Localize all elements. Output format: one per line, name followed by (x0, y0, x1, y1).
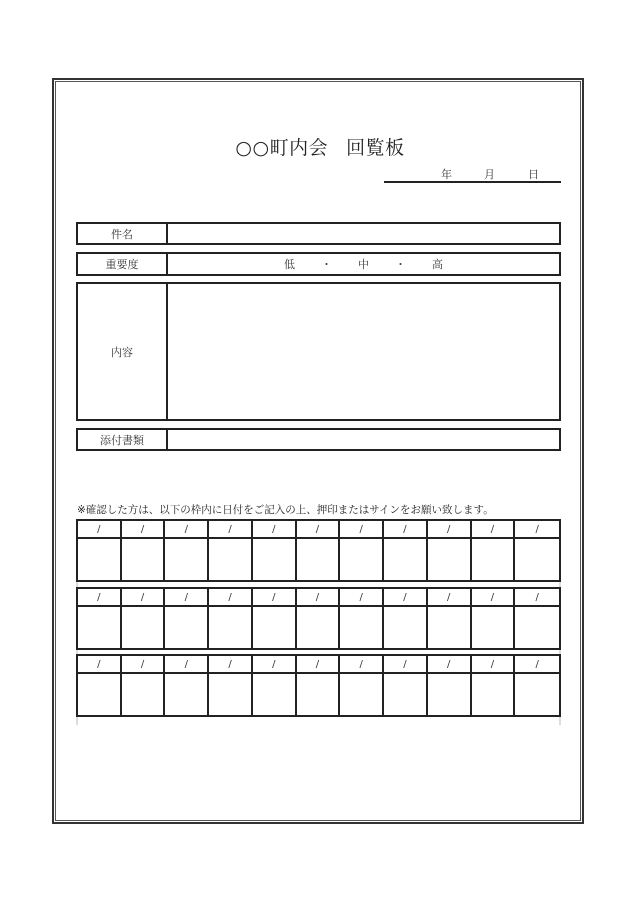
signature-cell[interactable] (122, 539, 166, 580)
date-cell[interactable]: / (428, 521, 472, 539)
signature-cell[interactable] (253, 539, 297, 580)
subject-label: 件名 (78, 224, 168, 243)
title-doctype: 回覧板 (346, 137, 405, 159)
date-cell[interactable]: / (253, 589, 297, 607)
date-cell[interactable]: / (515, 589, 559, 607)
date-cell[interactable]: / (340, 656, 384, 674)
signature-cell[interactable] (122, 674, 166, 715)
date-cell[interactable]: / (165, 656, 209, 674)
signature-cell[interactable] (428, 539, 472, 580)
date-underline (384, 181, 561, 183)
signature-cell[interactable] (165, 607, 209, 648)
signature-cell[interactable] (209, 607, 253, 648)
date-cell[interactable]: / (340, 521, 384, 539)
date-cell[interactable]: / (384, 656, 428, 674)
priority-low[interactable]: 低 (284, 258, 295, 271)
signature-cell[interactable] (297, 607, 341, 648)
signature-cell[interactable] (253, 674, 297, 715)
date-cell[interactable]: / (472, 521, 516, 539)
priority-separator: ・ (395, 258, 406, 271)
date-cell[interactable]: / (297, 521, 341, 539)
date-cell[interactable]: / (253, 656, 297, 674)
subject-field[interactable] (168, 224, 559, 243)
date-cell[interactable]: / (78, 656, 122, 674)
signature-cell[interactable] (78, 607, 122, 648)
signature-cell[interactable] (297, 674, 341, 715)
signature-cell[interactable] (515, 539, 559, 580)
date-cell[interactable]: / (209, 521, 253, 539)
signature-cell[interactable] (515, 674, 559, 715)
document-title (0, 133, 640, 160)
date-year-label: 年 (441, 168, 452, 181)
signature-cell[interactable] (209, 539, 253, 580)
content-row (76, 282, 561, 421)
date-cell[interactable]: / (253, 521, 297, 539)
signature-cell[interactable] (384, 674, 428, 715)
priority-options (168, 254, 559, 274)
date-cell[interactable]: / (78, 521, 122, 539)
date-cell[interactable]: / (122, 589, 166, 607)
attachments-field[interactable] (168, 430, 559, 449)
date-cell[interactable]: / (209, 589, 253, 607)
priority-label: 重要度 (78, 254, 168, 274)
title-organization: ○○町内会 (235, 137, 329, 159)
date-cell[interactable]: / (165, 521, 209, 539)
date-cell[interactable]: / (472, 589, 516, 607)
signature-cell[interactable] (78, 539, 122, 580)
signature-cell[interactable] (384, 539, 428, 580)
signature-cell[interactable] (384, 607, 428, 648)
priority-medium[interactable]: 中 (358, 258, 369, 271)
confirmation-note: ※確認した方は、以下の枠内に日付をご記入の上、押印またはサインをお願い致します。 (77, 504, 494, 516)
date-cell[interactable]: / (515, 656, 559, 674)
date-cell[interactable]: / (297, 656, 341, 674)
signature-cell[interactable] (340, 607, 384, 648)
content-field[interactable] (168, 284, 559, 419)
date-cell[interactable]: / (384, 589, 428, 607)
date-day-label: 日 (528, 168, 539, 181)
content-label: 内容 (78, 284, 168, 419)
date-cell[interactable]: / (340, 589, 384, 607)
signature-cell[interactable] (165, 674, 209, 715)
signature-cell[interactable] (122, 607, 166, 648)
signature-cell[interactable] (253, 607, 297, 648)
date-cell[interactable]: / (515, 521, 559, 539)
attachments-row (76, 428, 561, 451)
date-cell[interactable]: / (428, 656, 472, 674)
subject-row (76, 222, 561, 245)
date-month-label: 月 (484, 168, 495, 181)
priority-row (76, 252, 561, 276)
signature-cell[interactable] (472, 607, 516, 648)
attachments-label: 添付書類 (78, 430, 168, 449)
signature-cell[interactable] (297, 539, 341, 580)
date-cell[interactable]: / (78, 589, 122, 607)
signature-cell[interactable] (515, 607, 559, 648)
signature-cell[interactable] (472, 539, 516, 580)
date-cell[interactable]: / (165, 589, 209, 607)
signature-cell[interactable] (165, 539, 209, 580)
date-cell[interactable]: / (472, 656, 516, 674)
date-cell[interactable]: / (122, 521, 166, 539)
signature-cell[interactable] (428, 674, 472, 715)
date-cell[interactable]: / (428, 589, 472, 607)
signature-cell[interactable] (78, 674, 122, 715)
priority-separator: ・ (321, 258, 332, 271)
date-cell[interactable]: / (297, 589, 341, 607)
signature-cell[interactable] (340, 674, 384, 715)
priority-high[interactable]: 高 (432, 258, 443, 271)
signature-cell[interactable] (209, 674, 253, 715)
date-cell[interactable]: / (209, 656, 253, 674)
signature-cell[interactable] (472, 674, 516, 715)
date-cell[interactable]: / (384, 521, 428, 539)
date-cell[interactable]: / (122, 656, 166, 674)
signature-cell[interactable] (340, 539, 384, 580)
signature-block-2 (76, 587, 561, 650)
signature-cell[interactable] (428, 607, 472, 648)
signature-block-1 (76, 519, 561, 582)
signature-block-3 (76, 654, 561, 717)
